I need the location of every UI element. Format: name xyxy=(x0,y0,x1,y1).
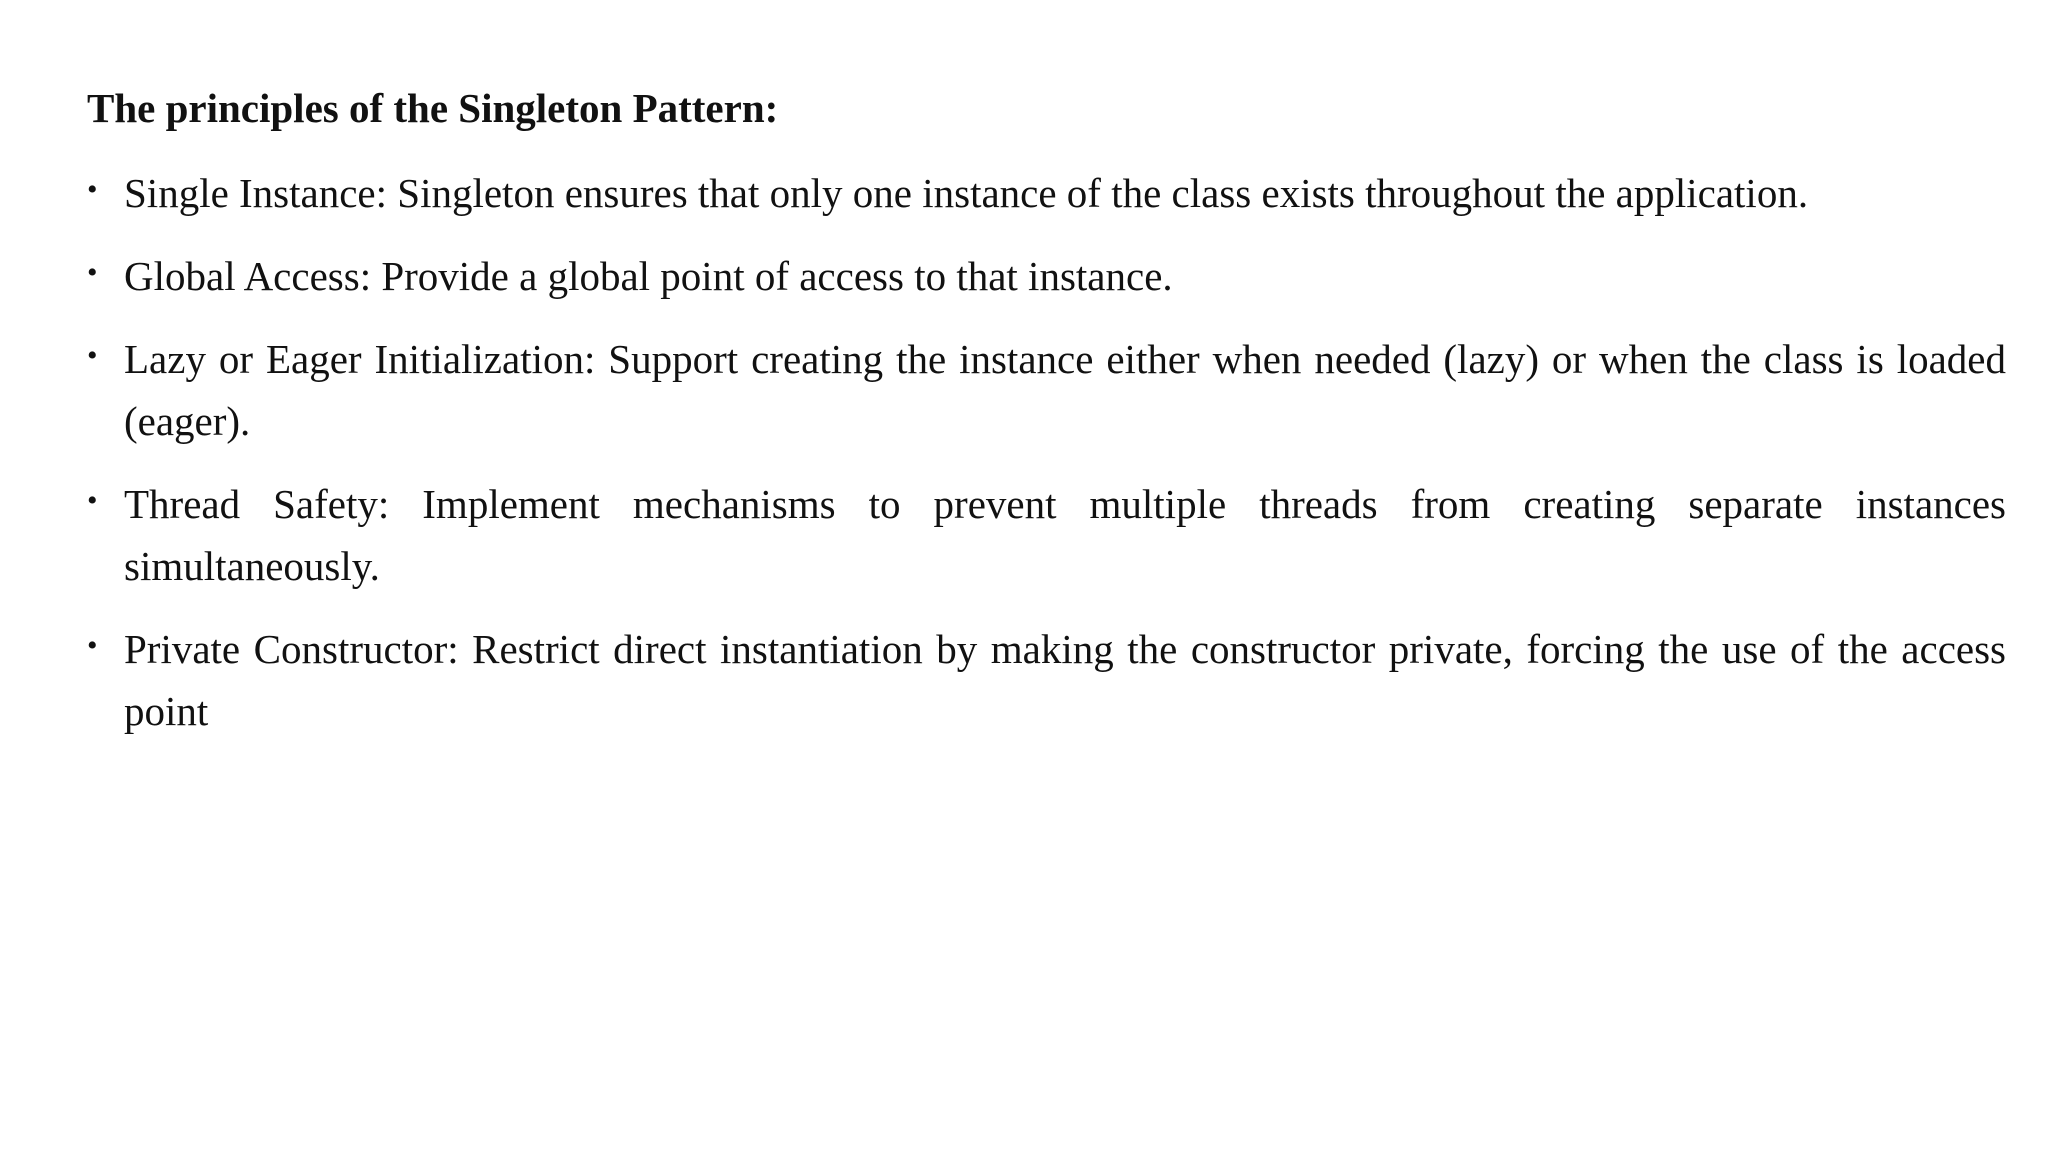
list-item xyxy=(87,162,2006,224)
page-title: The principles of the Singleton Pattern: xyxy=(87,85,779,131)
bullet-icon: • xyxy=(87,173,98,206)
bullet-icon: • xyxy=(87,256,98,289)
list-item-text: Thread Safety: Implement mechanisms to prevent multiple threads from creating separate instances simultaneously. xyxy=(124,481,2006,589)
bullet-icon: • xyxy=(87,339,98,372)
list-item-text: Global Access: Provide a global point of access to that instance. xyxy=(124,253,1173,299)
list-item-text: Private Constructor: Restrict direct instantiation by making the constructor private, forcing the use of the access point xyxy=(124,626,2006,734)
list-item xyxy=(87,618,2006,742)
list-item xyxy=(87,245,2006,307)
bullet-icon: • xyxy=(87,484,98,517)
list-item xyxy=(87,473,2006,597)
bullet-icon: • xyxy=(87,629,98,662)
principles-list xyxy=(87,162,2006,742)
list-item xyxy=(87,328,2006,452)
list-item-text: Single Instance: Singleton ensures that only one instance of the class exists throughout the application. xyxy=(124,170,1809,216)
list-item-text: Lazy or Eager Initialization: Support creating the instance either when needed (lazy) or when the class is loaded (eager). xyxy=(124,336,2006,444)
